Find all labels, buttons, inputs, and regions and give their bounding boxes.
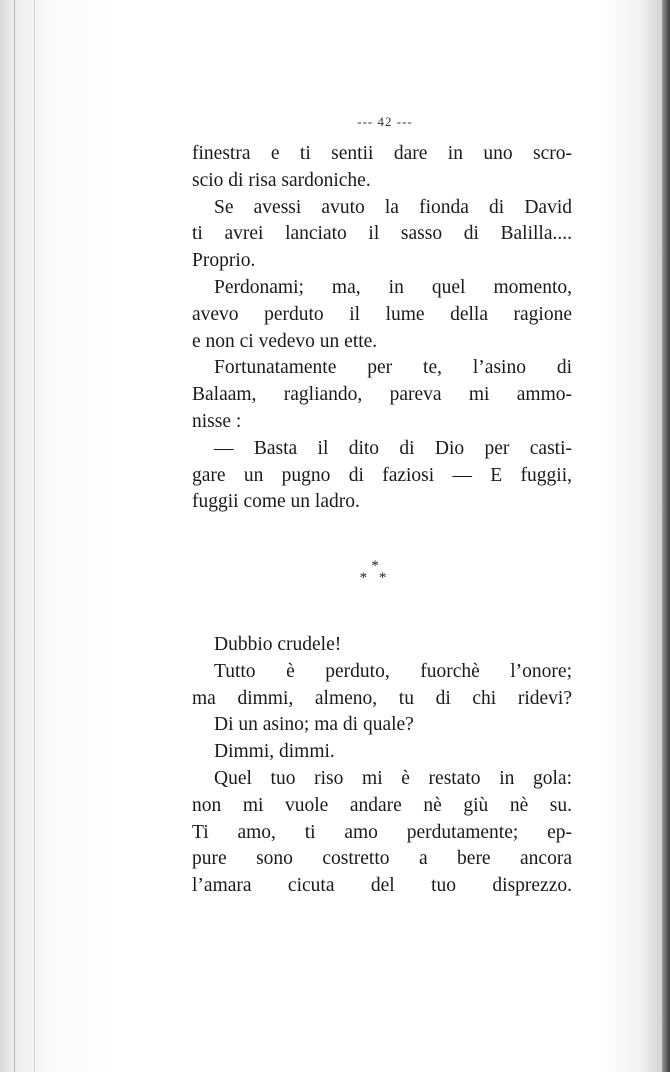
text-line: e non ci vedevo un ette.: [192, 330, 378, 352]
text-section-2: [192, 632, 572, 900]
text-line: Dimmi, dimmi.: [214, 741, 335, 763]
text-line: finestra e ti sentii dare in uno scro-: [192, 143, 572, 164]
text-line: l’amara cicuta del tuo disprezzo.: [192, 875, 572, 897]
text-line: Di un asino; ma di quale?: [214, 714, 414, 736]
text-line: Ti amo, ti amo perdutamente; ep-: [192, 821, 572, 843]
text-line: Se avessi avuto la fionda di David: [214, 196, 572, 218]
asterism-top: *: [371, 558, 379, 574]
asterism-bottom: * *: [359, 570, 391, 586]
text-line: — Basta il dito di Dio per casti-: [214, 437, 572, 459]
text-line: non mi vuole andare nè giù nè su.: [192, 794, 572, 816]
text-line: nisse :: [192, 410, 242, 432]
text-line: Dubbio crudele!: [214, 634, 342, 655]
text-line: Quel tuo riso mi è restato in gola:: [214, 767, 572, 789]
text-line: Balaam, ragliando, pareva mi ammo-: [192, 384, 572, 406]
text-line: gare un pugno di faziosi — E fuggii,: [192, 464, 572, 486]
binding-shadow-line: [34, 0, 35, 1072]
text-line: Perdonami; ma, in quel momento,: [214, 276, 572, 298]
asterism-divider: [355, 560, 395, 584]
text-line: avevo perduto il lume della ragione: [192, 303, 572, 325]
text-line: pure sono costretto a bere ancora: [192, 848, 572, 870]
text-line: fuggii come un ladro.: [192, 491, 360, 513]
text-line: scio di risa sardoniche.: [192, 169, 371, 191]
text-line: Fortunatamente per te, l’asino di: [214, 357, 572, 379]
page-number: --- 42 ---: [357, 114, 413, 129]
binding-shadow-line: [14, 0, 15, 1072]
text-section-1: [192, 141, 572, 516]
page-edge-shadow: [662, 0, 670, 1072]
text-line: Proprio.: [192, 250, 256, 272]
text-line: ma dimmi, almeno, tu di chi ridevi?: [192, 687, 572, 709]
text-line: Tutto è perduto, fuorchè l’onore;: [214, 660, 572, 682]
text-line: ti avrei lanciato il sasso di Balilla....: [192, 223, 572, 245]
